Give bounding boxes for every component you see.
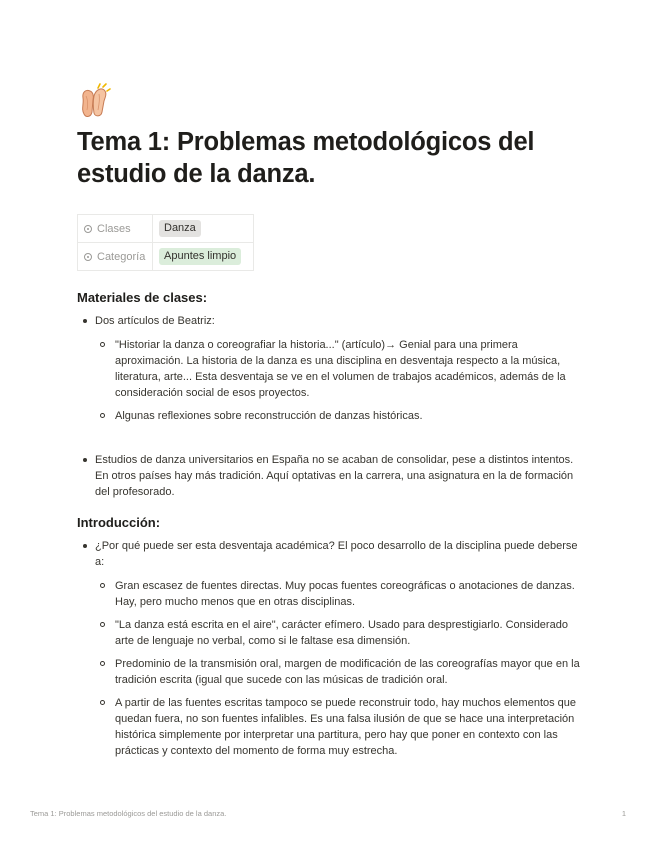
property-name-cell (78, 243, 153, 271)
property-name: Clases (97, 222, 131, 235)
property-value-cell[interactable] (153, 243, 254, 271)
property-row-categoria[interactable] (78, 243, 254, 271)
nested-list-item: Predominio de la transmisión oral, margen de modificación de las coreografías mayor que en la tradición escrita (igual que sucede con las músicas de tradición oral. (95, 656, 582, 688)
bulleted-list (77, 538, 582, 759)
nested-list-item: Gran escasez de fuentes directas. Muy pocas fuentes coreográficas o anotaciones de danzas. Hay, pero mucho menos que en otras disciplinas. (95, 578, 582, 610)
list-item-text: ¿Por qué puede ser esta desventaja académica? El poco desarrollo de la disciplina puede deberse a: (95, 540, 578, 568)
list-item-text: Estudios de danza universitarios en España no se acaban de consolidar, pese a distintos intentos. En otros países hay más tradición. Aquí optativas en la carrera, una asignatura en la de formación del profesorado. (95, 454, 574, 498)
list-item (77, 313, 582, 447)
nested-list-item: "Historiar la danza o coreografiar la historia..." (artículo)→ Genial para una primera aproximación. La historia de la danza es una disciplina en desventaja respecto a la música, literatura, arte... Esta desventaja se ve en el volumen de trabajos académicos, además de la consideración social de esos proyectos. (95, 337, 582, 401)
properties-table (77, 214, 254, 271)
list-item (77, 538, 582, 759)
nested-list-item: "La danza está escrita en el aire", carácter efímero. Usado para desprestigiarlo. Considerado arte de lenguaje no verbal, como si le faltase esa dimensión. (95, 617, 582, 649)
property-name: Categoría (97, 250, 146, 263)
nested-list-item: A partir de las fuentes escritas tampoco se puede reconstruir todo, hay muchos elementos que quedan fuera, no son fuentes infalibles. Es una falsa ilusión de que se hace una interpretación histórica simplemente por interpretar una partitura, pero hay que poner en contexto con las prácticas y contexto del momento de forma muy estrecha. (95, 695, 582, 759)
section-heading-introduccion: Introducción: (77, 515, 161, 530)
list-item-text: Dos artículos de Beatriz: (95, 315, 215, 327)
section-heading-materiales: Materiales de clases: (77, 290, 208, 305)
page-title: Tema 1: Problemas metodológicos del estudio de la danza. (77, 128, 535, 188)
property-icon (84, 225, 92, 233)
nested-list (95, 578, 582, 759)
nested-list (95, 337, 582, 424)
list-item (77, 452, 582, 500)
footer-page-title: Tema 1: Problemas metodológicos del estudio de la danza. (30, 809, 227, 818)
footer-page-number: 1 (621, 809, 626, 818)
bulleted-list (77, 313, 582, 500)
nested-list-item: Algunas reflexiones sobre reconstrucción de danzas históricas. (95, 408, 582, 424)
tag-danza[interactable]: Danza (159, 220, 201, 237)
clapping-hands-icon (77, 82, 113, 120)
property-row-clases[interactable] (78, 215, 254, 243)
property-value-cell[interactable] (153, 215, 254, 243)
property-icon (84, 253, 92, 261)
page-content (77, 82, 582, 766)
tag-apuntes-limpio[interactable]: Apuntes limpio (159, 248, 241, 265)
property-name-cell (78, 215, 153, 243)
